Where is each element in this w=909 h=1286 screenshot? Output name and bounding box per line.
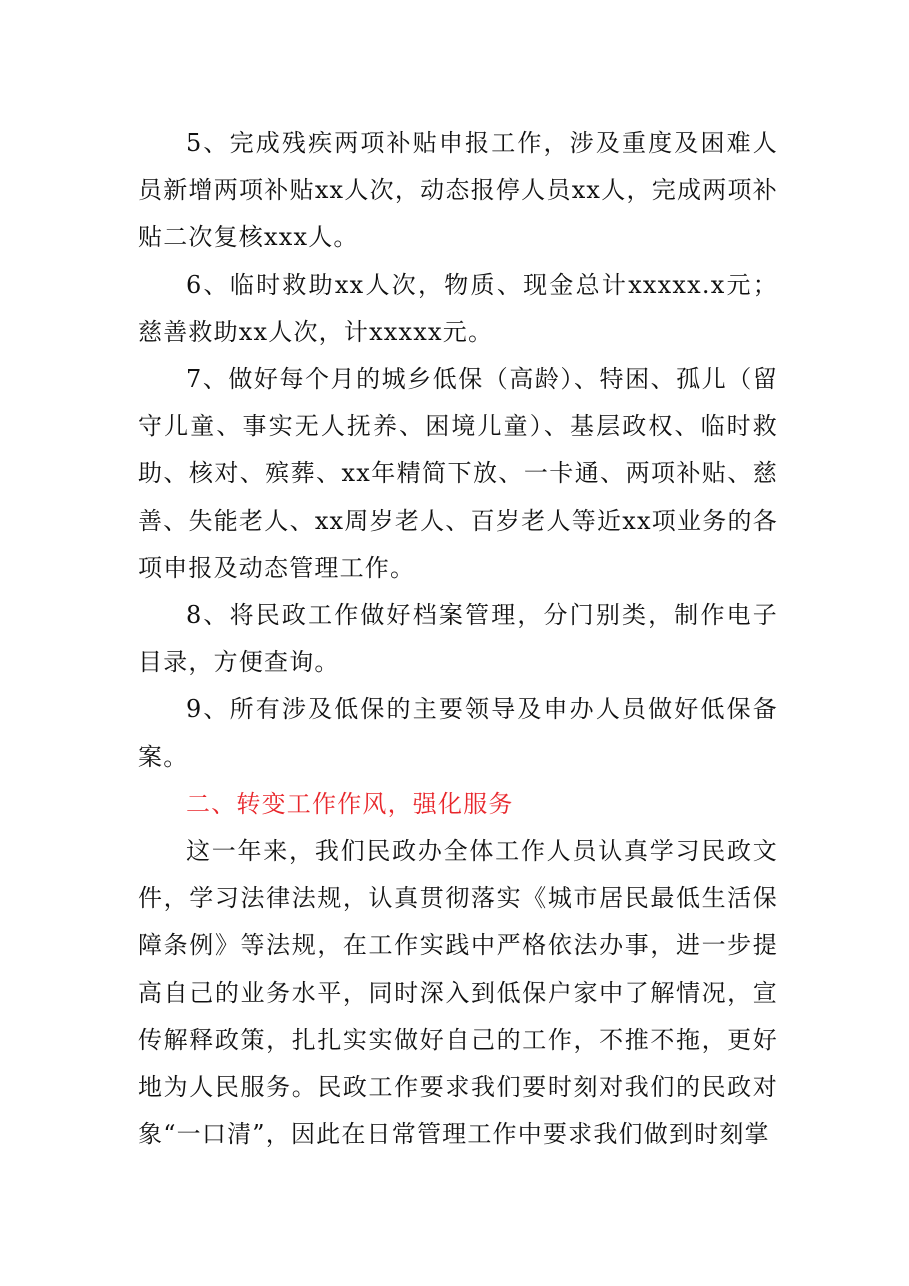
document-body bbox=[138, 120, 778, 1158]
paragraph-item-9: 9、所有涉及低保的主要领导及申办人员做好低保备案。 bbox=[138, 695, 778, 771]
paragraph-item-5: 5、完成残疾两项补贴申报工作，涉及重度及困难人员新增两项补贴xx人次，动态报停人员xx人，完成两项补贴二次复核xxx人。 bbox=[138, 129, 778, 252]
paragraph-item-6: 6、临时救助xx人次，物质、现金总计xxxxx.x元；慈善救助xx人次，计xxxxx元。 bbox=[138, 270, 778, 346]
section-heading: 二、转变工作作风，强化服务 bbox=[186, 789, 514, 818]
paragraph-item-8: 8、将民政工作做好档案管理，分门别类，制作电子目录，方便查询。 bbox=[138, 601, 778, 677]
body-paragraph: 这一年来，我们民政办全体工作人员认真学习民政文件，学习法律法规，认真贯彻落实《城市居民最低生活保障条例》等法规，在工作实践中严格依法办事，进一步提高自己的业务水平，同时深入到低保户家中了解情况，宣传解释政策，扎扎实实做好自己的工作，不推不拖，更好地为人民服务。民政工作要求我们要时刻对我们的民政对象“一口清”，因此在日常管理工作中要求我们做到时刻掌 bbox=[138, 837, 778, 1149]
paragraph-item-7: 7、做好每个月的城乡低保（高龄）、特困、孤儿（留守儿童、事实无人抚养、困境儿童）、基层政权、临时救助、核对、殡葬、xx年精简下放、一卡通、两项补贴、慈善、失能老人、xx周岁老人、百岁老人等近xx项业务的各项申报及动态管理工作。 bbox=[138, 365, 778, 582]
